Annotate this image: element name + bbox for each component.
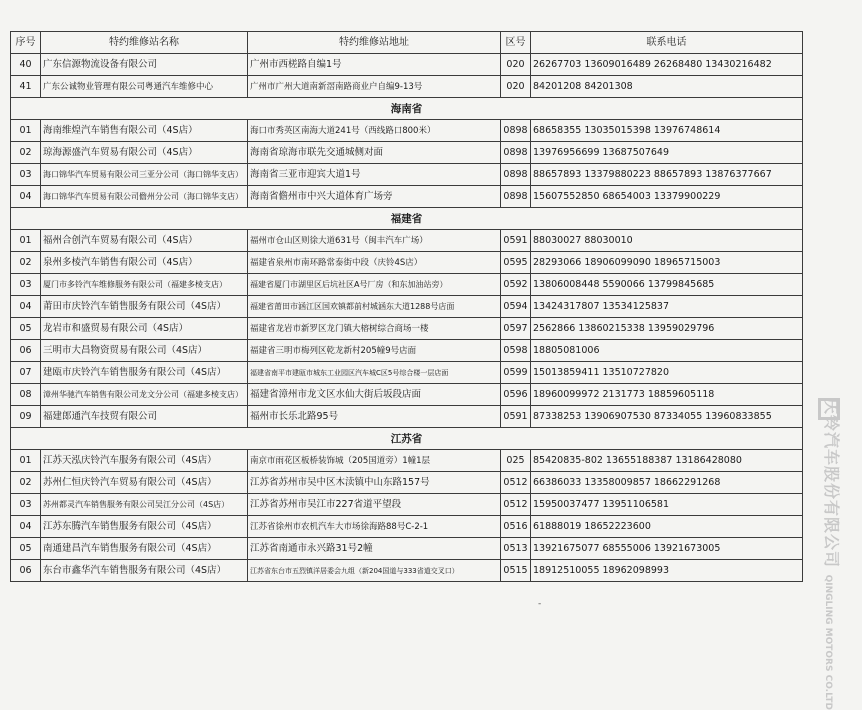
area-code: 0598 <box>501 340 531 362</box>
phone-numbers: 15607552850 68654003 13379900229 <box>531 186 803 208</box>
station-address: 海口市秀英区南海大道241号（西线路口800米） <box>248 120 501 142</box>
header-name: 特约维修站名称 <box>41 32 248 54</box>
table-row <box>11 76 803 98</box>
station-address: 海南省儋州市中兴大道体育广场旁 <box>248 186 501 208</box>
row-no: 03 <box>11 164 41 186</box>
row-no: 06 <box>11 340 41 362</box>
section-title: 江苏省 <box>11 428 803 450</box>
area-code: 0898 <box>501 164 531 186</box>
station-address: 江苏省苏州市吴江市227省道平望段 <box>248 494 501 516</box>
table-row <box>11 274 803 296</box>
station-name: 海南维煌汽车销售有限公司（4S店） <box>41 120 248 142</box>
table-row <box>11 230 803 252</box>
station-address: 福建省莆田市涵江区国欢镇都前村城涵东大道1288号店面 <box>248 296 501 318</box>
phone-numbers: 2562866 13860215338 13959029796 <box>531 318 803 340</box>
row-no: 41 <box>11 76 41 98</box>
table-row <box>11 54 803 76</box>
station-name: 三明市大昌物资贸易有限公司（4S店） <box>41 340 248 362</box>
area-code: 0516 <box>501 516 531 538</box>
row-no: 04 <box>11 186 41 208</box>
table-row <box>11 164 803 186</box>
station-name: 广东信源物流设备有限公司 <box>41 54 248 76</box>
area-code: 0512 <box>501 494 531 516</box>
area-code: 0513 <box>501 538 531 560</box>
row-no: 01 <box>11 450 41 472</box>
phone-numbers: 18960099972 2131773 18859605118 <box>531 384 803 406</box>
station-name: 福州合创汽车贸易有限公司（4S店） <box>41 230 248 252</box>
area-code: 0898 <box>501 142 531 164</box>
phone-numbers: 88657893 13379880223 88657893 13876377667 <box>531 164 803 186</box>
section-row-hainan <box>11 98 803 120</box>
station-address: 福建省泉州市南环路常泰街中段（庆铃4S店） <box>248 252 501 274</box>
row-no: 02 <box>11 472 41 494</box>
area-code: 0597 <box>501 318 531 340</box>
section-title: 福建省 <box>11 208 803 230</box>
area-code: 0591 <box>501 406 531 428</box>
service-station-table <box>10 31 803 582</box>
station-address: 海南省琼海市联先交通城侧对面 <box>248 142 501 164</box>
table-row <box>11 406 803 428</box>
station-name: 泉州多棱汽车销售有限公司（4S店） <box>41 252 248 274</box>
station-address: 福州市长乐北路95号 <box>248 406 501 428</box>
table-row <box>11 296 803 318</box>
station-name: 海口锦华汽车贸易有限公司三亚分公司（海口锦华支店） <box>41 164 248 186</box>
area-code: 025 <box>501 450 531 472</box>
station-name: 苏州都灵汽车销售服务有限公司吴江分公司（4S店） <box>41 494 248 516</box>
table-row <box>11 494 803 516</box>
phone-numbers: 13976956699 13687507649 <box>531 142 803 164</box>
row-no: 03 <box>11 274 41 296</box>
area-code: 0595 <box>501 252 531 274</box>
row-no: 40 <box>11 54 41 76</box>
section-row-fujian <box>11 208 803 230</box>
stamp-company-name: 庆铃汽车股份有限公司 <box>822 398 841 569</box>
phone-numbers: 13806008448 5590066 13799845685 <box>531 274 803 296</box>
phone-numbers: 68658355 13035015398 13976748614 <box>531 120 803 142</box>
area-code: 0599 <box>501 362 531 384</box>
station-name: 海口锦华汽车贸易有限公司儋州分公司（海口锦华支店） <box>41 186 248 208</box>
table-header-row <box>11 32 803 54</box>
station-address: 江苏省苏州市吴中区木渎镇中山东路157号 <box>248 472 501 494</box>
station-address: 江苏省徐州市农机汽车大市场徐海路88号C-2-1 <box>248 516 501 538</box>
phone-numbers: 15013859411 13510727820 <box>531 362 803 384</box>
row-no: 05 <box>11 538 41 560</box>
row-no: 01 <box>11 120 41 142</box>
station-address: 福建省三明市梅列区乾龙新村205幢9号店面 <box>248 340 501 362</box>
header-phone: 联系电话 <box>531 32 803 54</box>
station-name: 漳州华驰汽车销售有限公司龙文分公司（福建多棱支店） <box>41 384 248 406</box>
phone-numbers: 26267703 13609016489 26268480 13430216482 <box>531 54 803 76</box>
station-address: 福州市仓山区则徐大道631号（闽丰汽车广场） <box>248 230 501 252</box>
row-no: 07 <box>11 362 41 384</box>
area-code: 0594 <box>501 296 531 318</box>
table-row <box>11 318 803 340</box>
area-code: 0898 <box>501 186 531 208</box>
phone-numbers: 87338253 13906907530 87334055 13960833855 <box>531 406 803 428</box>
phone-numbers: 28293066 18906099090 18965715003 <box>531 252 803 274</box>
header-area-code: 区号 <box>501 32 531 54</box>
station-name: 厦门市多铃汽车维修服务有限公司（福建多棱支店） <box>41 274 248 296</box>
section-title: 海南省 <box>11 98 803 120</box>
header-no: 序号 <box>11 32 41 54</box>
section-row-jiangsu <box>11 428 803 450</box>
table-row <box>11 120 803 142</box>
table-row <box>11 560 803 582</box>
area-code: 0596 <box>501 384 531 406</box>
station-address: 广州市西槎路自编1号 <box>248 54 501 76</box>
phone-numbers: 61888019 18652223600 <box>531 516 803 538</box>
station-name: 苏州仁恒庆铃汽车贸易有限公司（4S店） <box>41 472 248 494</box>
area-code: 0512 <box>501 472 531 494</box>
row-no: 04 <box>11 296 41 318</box>
area-code: 0592 <box>501 274 531 296</box>
row-no: 06 <box>11 560 41 582</box>
row-no: 03 <box>11 494 41 516</box>
table-row <box>11 252 803 274</box>
table-row <box>11 186 803 208</box>
station-address: 福建省南平市建瓯市城东工业园区汽车城C区5号综合楼一层店面 <box>248 362 501 384</box>
stamp-company-name-en: QINGLING MOTORS CO.LTD <box>823 574 833 710</box>
phone-numbers: 18805081006 <box>531 340 803 362</box>
station-name: 广东公诚物业管理有限公司粤通汽车维修中心 <box>41 76 248 98</box>
phone-numbers: 15950037477 13951106581 <box>531 494 803 516</box>
table-row <box>11 340 803 362</box>
phone-numbers: 18912510055 18962098993 <box>531 560 803 582</box>
table-row <box>11 384 803 406</box>
table-row <box>11 362 803 384</box>
table-row <box>11 538 803 560</box>
row-no: 04 <box>11 516 41 538</box>
phone-numbers: 13424317807 13534125837 <box>531 296 803 318</box>
row-no: 08 <box>11 384 41 406</box>
station-address: 海南省三亚市迎宾大道1号 <box>248 164 501 186</box>
dealer-list-sheet <box>10 31 803 582</box>
area-code: 020 <box>501 54 531 76</box>
station-address: 江苏省东台市五烈镇洋居委会九组（新204国道与333省道交叉口） <box>248 560 501 582</box>
phone-numbers: 13921675077 68555006 13921673005 <box>531 538 803 560</box>
table-row <box>11 142 803 164</box>
table-row <box>11 472 803 494</box>
station-address: 福建省漳州市龙文区水仙大街后坂段店面 <box>248 384 501 406</box>
station-name: 福建郎通汽车技贸有限公司 <box>41 406 248 428</box>
station-address: 福建省厦门市湖里区后坑社区A号厂房（和东加油站旁） <box>248 274 501 296</box>
station-name: 南通建昌汽车销售服务有限公司（4S店） <box>41 538 248 560</box>
station-name: 江苏东腾汽车销售服务有限公司（4S店） <box>41 516 248 538</box>
area-code: 0898 <box>501 120 531 142</box>
station-name: 琼海源盛汽车贸易有限公司（4S店） <box>41 142 248 164</box>
table-row <box>11 450 803 472</box>
station-name: 龙岩市和盛贸易有限公司（4S店） <box>41 318 248 340</box>
header-address: 特约维修站地址 <box>248 32 501 54</box>
area-code: 020 <box>501 76 531 98</box>
station-name: 莆田市庆铃汽车销售服务有限公司（4S店） <box>41 296 248 318</box>
station-address: 江苏省南通市永兴路31号2幢 <box>248 538 501 560</box>
station-address: 南京市雨花区板桥装饰城（205国道旁）1幢1层 <box>248 450 501 472</box>
station-name: 建瓯市庆铃汽车销售服务有限公司（4S店） <box>41 362 248 384</box>
company-watermark-stamp <box>818 398 844 710</box>
table-row <box>11 516 803 538</box>
station-address: 福建省龙岩市新罗区龙门镇大榕树综合商场一楼 <box>248 318 501 340</box>
phone-numbers: 66386033 13358009857 18662291268 <box>531 472 803 494</box>
phone-numbers: 85420835-802 13655188387 13186428080 <box>531 450 803 472</box>
phone-numbers: 84201208 84201308 <box>531 76 803 98</box>
row-no: 05 <box>11 318 41 340</box>
row-no: 01 <box>11 230 41 252</box>
row-no: 02 <box>11 252 41 274</box>
row-no: 09 <box>11 406 41 428</box>
area-code: 0515 <box>501 560 531 582</box>
row-no: 02 <box>11 142 41 164</box>
station-name: 东台市鑫华汽车销售服务有限公司（4S店） <box>41 560 248 582</box>
area-code: 0591 <box>501 230 531 252</box>
phone-numbers: 88030027 88030010 <box>531 230 803 252</box>
page-mark: - <box>538 599 542 609</box>
station-name: 江苏天泓庆铃汽车服务有限公司（4S店） <box>41 450 248 472</box>
station-address: 广州市广州大道南新滘南路商业户自编9-13号 <box>248 76 501 98</box>
